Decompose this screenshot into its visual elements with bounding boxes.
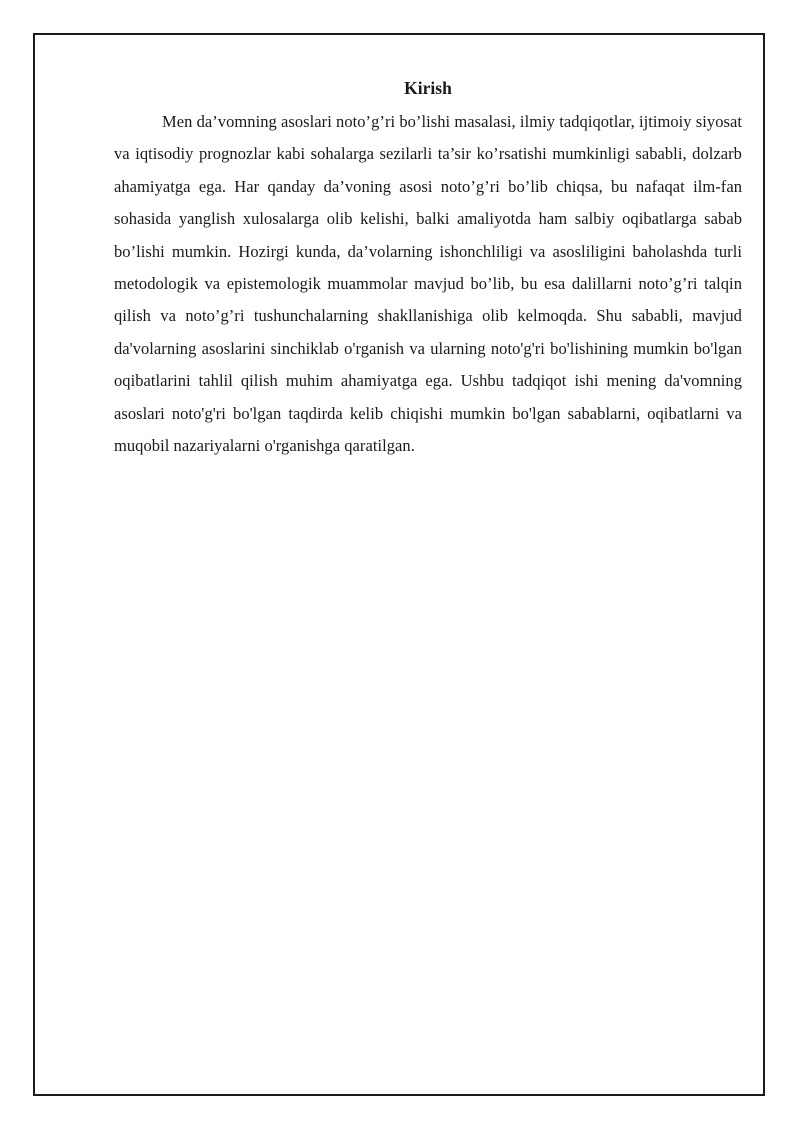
section-heading: Kirish [404, 78, 452, 98]
page-content [114, 74, 742, 462]
body-paragraph: Men da’vomning asoslari noto’g’ri bo’lishi masalasi, ilmiy tadqiqotlar, ijtimoiy siyosat va iqtisodiy prognozlar kabi sohalarga sezilarli ta’sir ko’rsatishi mumkinligi sababli, dolzarb ahamiyatga ega. Har qanday da’voning asosi noto’g’ri bo’lib chiqsa, bu nafaqat ilm-fan sohasida yanglish xulosalarga olib kelishi, balki amaliyotda ham salbiy oqibatlarga sabab bo’lishi mumkin. Hozirgi kunda, da’volarning ishonchliligi va asosliligini baholashda turli metodologik va epistemologik muammolar mavjud bo’lib, bu esa dalillarni noto’g’ri talqin qilish va noto’g’ri tushunchalarning shakllanishiga olib kelmoqda. Shu sababli, mavjud da'volarning asoslarini sinchiklab o'rganish va ularning noto'g'ri bo'lishining mumkin bo'lgan oqibatlarini tahlil qilish muhim ahamiyatga ega. Ushbu tadqiqot ishi mening da'vomning asoslari noto'g'ri bo'lgan taqdirda kelib chiqishi mumkin bo'lgan sabablarni, oqibatlarni va muqobil nazariyalarni o'rganishga qaratilgan. [114, 112, 742, 456]
